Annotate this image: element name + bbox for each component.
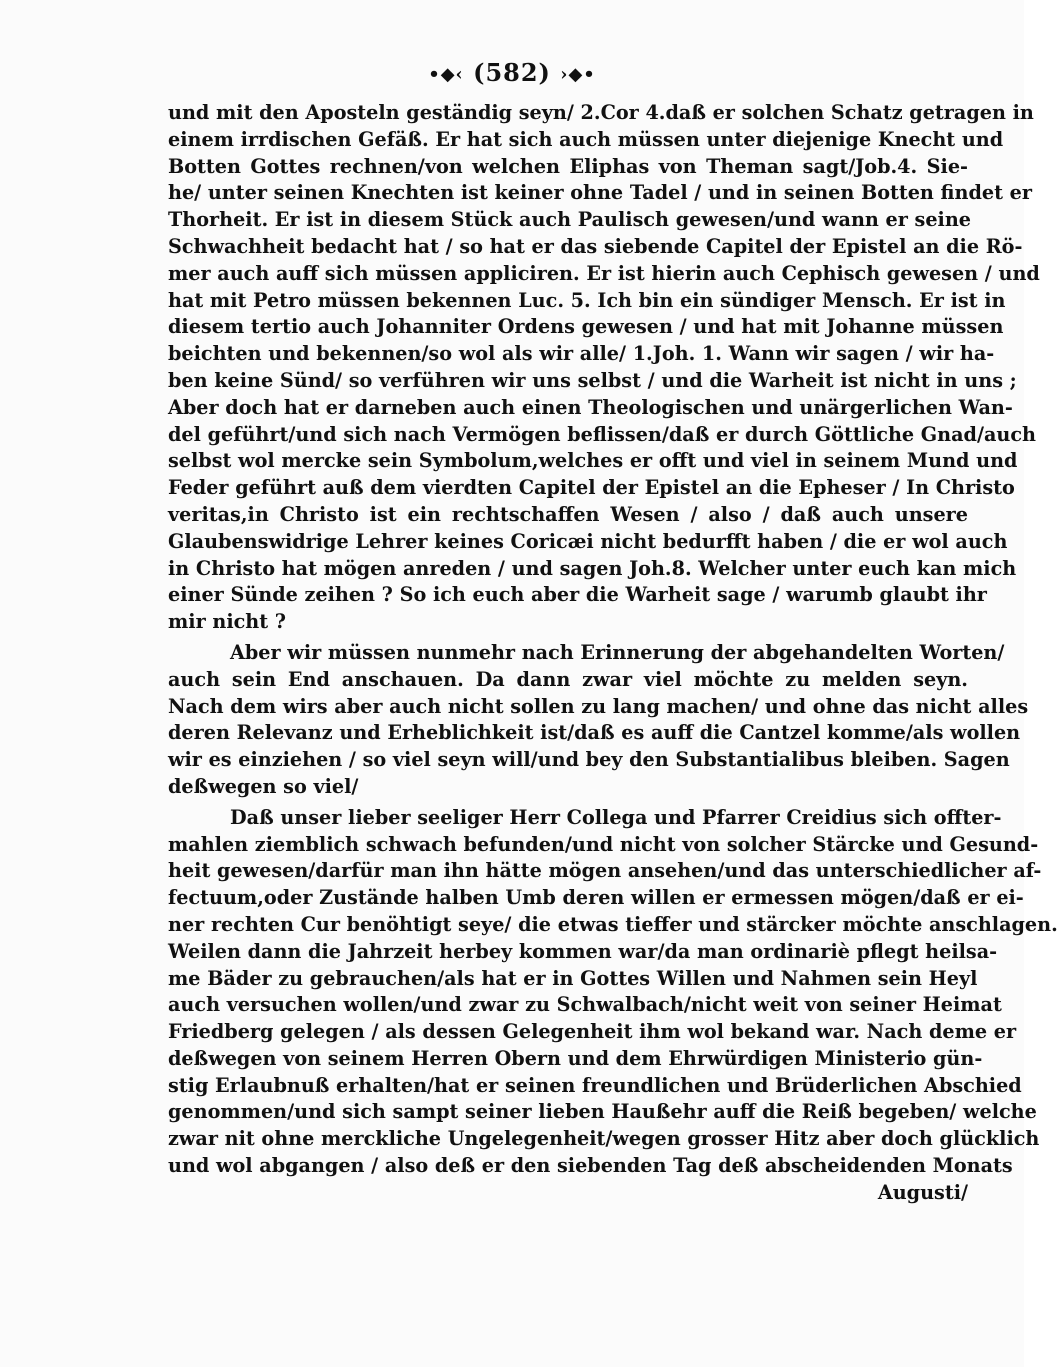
text-line: und wol abgangen / also deß er den siebenden Tag deß abscheidenden Monats [168, 1154, 1013, 1178]
paragraph-1 [168, 100, 1040, 636]
text-line: heit gewesen/darfür man ihn hätte mögen ansehen/und das unterschiedlicher af- [168, 859, 1042, 883]
text-line: he/ unter seinen Knechten ist keiner ohne Tadel / und in seinen Botten findet er [168, 181, 1032, 205]
text-line: auch sein End anschauen. Da dann zwar viel möchte zu melden seyn. [168, 667, 968, 691]
text-line: del geführt/und sich nach Vermögen beflissen/daß er durch Göttliche Gnad/auch [168, 422, 1036, 446]
text-line: auch versuchen wollen/und zwar zu Schwalbach/nicht weit von seiner Heimat [168, 993, 1002, 1017]
text-line: Glaubenswidrige Lehrer keines Coricæi nicht bedurfft haben / die er wol auch [168, 529, 1008, 553]
text-line: Aber wir müssen nunmehr nach Erinnerung der abgehandelten Worten/ [230, 640, 1005, 664]
text-line: veritas,in Christo ist ein rechtschaffen Wesen / also / daß auch unsere [168, 502, 968, 526]
text-line: genommen/und sich sampt seiner lieben Haußehr auff die Reiß begeben/ welche [168, 1100, 1037, 1124]
text-line: mir nicht ? [168, 610, 287, 634]
catchword: Augusti/ [877, 1180, 968, 1204]
paragraph-2 [168, 640, 1029, 801]
text-line: Nach dem wirs aber auch nicht sollen zu lang machen/ und ohne das nicht alles [168, 694, 1029, 718]
text-line: zwar nit ohne merckliche Ungelegenheit/wegen grosser Hitz aber doch glücklich [168, 1127, 1040, 1151]
text-line: und mit den Aposteln geständig seyn/ 2.Cor 4.daß er solchen Schatz getragen in [168, 101, 1034, 124]
text-line: einem irrdischen Gefäß. Er hat sich auch müssen unter diejenige Knecht und [168, 127, 1004, 151]
text-line: stig Erlaubnuß erhalten/hat er seinen freundlichen und Brüderlichen Abschied [168, 1073, 1022, 1097]
text-line: ben keine Sünd/ so verführen wir uns selbst / und die Warheit ist nicht in uns ; [168, 368, 1017, 392]
text-line: deren Relevanz und Erheblichkeit ist/daß es auff die Cantzel komme/als wollen [168, 721, 1021, 745]
text-line: mahlen ziemblich schwach befunden/und nicht von solcher Stärcke und Gesund- [168, 832, 1039, 856]
text-line: einer Sünde zeihen ? So ich euch aber die Warheit sage / warumb glaubt ihr [168, 583, 987, 607]
text-line: selbst wol mercke sein Symbolum,welches er offt und viel in seinem Mund und [168, 449, 1018, 473]
text-line: deßwegen von seinem Herren Obern und dem Ehrwürdigen Ministerio gün- [168, 1046, 983, 1070]
text-line: Aber doch hat er darneben auch einen Theologischen und unärgerlichen Wan- [168, 395, 1013, 419]
paragraph-3 [168, 805, 1058, 1180]
body-text [168, 100, 1058, 1207]
text-line: hat mit Petro müssen bekennen Luc. 5. Ich bin ein sündiger Mensch. Er ist in [168, 288, 1006, 312]
text-line: deßwegen so viel/ [168, 774, 359, 798]
text-line: me Bäder zu gebrauchen/als hat er in Gottes Willen und Nahmen sein Heyl [168, 966, 978, 990]
text-line: Thorheit. Er ist in diesem Stück auch Paulisch gewesen/und wann er seine [168, 208, 971, 232]
text-line: Botten Gottes rechnen/von welchen Eliphas von Theman sagt/Job.4. Sie- [168, 154, 968, 178]
text-line: mer auch auff sich müssen appliciren. Er ist hierin auch Cephisch gewesen / und [168, 261, 1040, 285]
text-line: fectuum,oder Zustände halben Umb deren willen er ermessen mögen/daß er ei- [168, 886, 1024, 910]
page-header [0, 58, 1024, 87]
ornament-left-icon: •◆‹ [428, 64, 464, 85]
text-line: Feder geführt auß dem vierdten Capitel der Epistel an die Epheser / In Christo [168, 476, 1015, 500]
text-line: Schwachheit bedacht hat / so hat er das siebende Capitel der Epistel an die Rö- [168, 234, 1023, 258]
text-line: beichten und bekennen/so wol als wir alle/ 1.Joh. 1. Wann wir sagen / wir ha- [168, 342, 995, 366]
text-line: Weilen dann die Jahrzeit herbey kommen war/da man ordinariè pflegt heilsa- [168, 939, 998, 963]
text-line: wir es einziehen / so viel seyn will/und bey den Substantialibus bleiben. Sagen [168, 748, 1010, 772]
text-line: ner rechten Cur benöhtigt seye/ die etwas tieffer und stärcker möchte anschlagen. [168, 912, 1058, 936]
page-number: (582) [473, 58, 551, 87]
ornament-right-icon: ›◆• [560, 64, 596, 85]
text-line: Daß unser lieber seeliger Herr Collega und Pfarrer Creidius sich offter- [230, 805, 1002, 829]
text-line: Friedberg gelegen / als dessen Gelegenheit ihm wol bekand war. Nach deme er [168, 1020, 1017, 1044]
text-line: diesem tertio auch Johanniter Ordens gewesen / und hat mit Johanne müssen [168, 315, 1004, 339]
text-line: in Christo hat mögen anreden / und sagen Joh.8. Welcher unter euch kan mich [168, 556, 1017, 580]
